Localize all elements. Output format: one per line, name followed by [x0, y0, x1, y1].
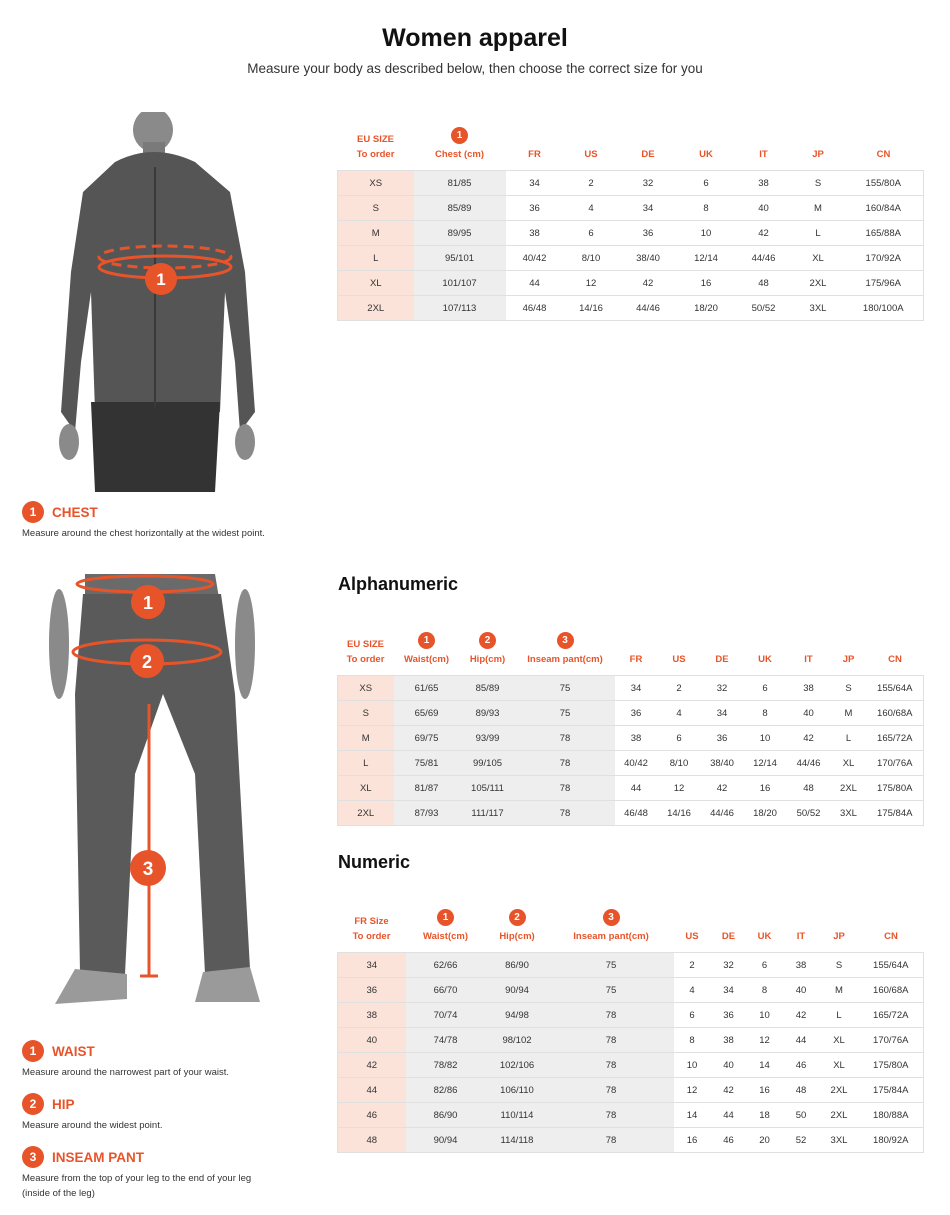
table-cell: 36 — [701, 726, 744, 751]
column-header: CN — [884, 931, 898, 942]
legend-desc: Measure from the top of your leg to the end of your leg — [22, 1173, 252, 1184]
table-cell: 38 — [783, 953, 820, 978]
table-row — [338, 726, 924, 751]
legend-bottom — [22, 1040, 322, 1201]
table-cell: 44/46 — [787, 751, 831, 776]
table-cell: 10 — [744, 726, 787, 751]
table-cell: 160/68A — [867, 701, 924, 726]
column-header: EU SIZE To order — [356, 134, 395, 160]
table-cell: L — [820, 1003, 859, 1028]
pants-illustration — [45, 574, 275, 1019]
column-header: JP — [812, 149, 824, 160]
column-header: IT — [804, 654, 813, 665]
table-cell: 42 — [711, 1078, 747, 1103]
table-cell: XL — [831, 751, 867, 776]
tops-size-table — [337, 113, 924, 321]
table-cell: 44/46 — [735, 246, 793, 271]
table-cell: 10 — [674, 1053, 711, 1078]
table-row — [338, 296, 924, 321]
column-header: CN — [888, 654, 902, 665]
table-row — [338, 701, 924, 726]
table-cell: 12/14 — [678, 246, 735, 271]
table-cell: 95/101 — [414, 246, 506, 271]
table-cell: 94/98 — [486, 1003, 549, 1028]
legend-badge: 1 — [22, 501, 44, 523]
legend-badge: 2 — [22, 1093, 44, 1115]
table-cell: 16 — [678, 271, 735, 296]
table-row — [338, 978, 924, 1003]
table-row — [338, 676, 924, 701]
table-cell: 16 — [744, 776, 787, 801]
size-label-cell: XS — [338, 171, 414, 196]
hip-badge: 2 — [479, 632, 496, 649]
size-label-cell: 46 — [338, 1103, 406, 1128]
table-cell: 8/10 — [658, 751, 701, 776]
size-label-cell: XS — [338, 676, 394, 701]
table-cell: M — [793, 196, 844, 221]
waist-badge: 1 — [437, 909, 454, 926]
size-label-cell: S — [338, 701, 394, 726]
legend-badge: 1 — [22, 1040, 44, 1062]
table-cell: 106/110 — [486, 1078, 549, 1103]
column-header: DE — [721, 931, 736, 942]
legend-title: INSEAM PANT — [52, 1149, 145, 1165]
alphanumeric-title: Alphanumeric — [338, 574, 459, 594]
table-row — [338, 751, 924, 776]
table-cell: 70/74 — [406, 1003, 486, 1028]
table-cell: 69/75 — [394, 726, 460, 751]
table-cell: 89/93 — [460, 701, 516, 726]
table-row — [338, 1053, 924, 1078]
table-cell: 8 — [747, 978, 783, 1003]
table-cell: 16 — [747, 1078, 783, 1103]
table-cell: M — [820, 978, 859, 1003]
size-label-cell: 48 — [338, 1128, 406, 1153]
table-cell: 40 — [711, 1053, 747, 1078]
inseam-badge: 3 — [603, 909, 620, 926]
column-header: FR Size To order — [352, 916, 391, 942]
table-cell: 34 — [711, 978, 747, 1003]
size-label-cell: 42 — [338, 1053, 406, 1078]
table-cell: 81/85 — [414, 171, 506, 196]
table-row — [338, 196, 924, 221]
table-cell: 78 — [549, 1028, 674, 1053]
table-row — [338, 1078, 924, 1103]
table-cell: 38 — [615, 726, 658, 751]
table-cell: 78 — [549, 1053, 674, 1078]
table-row — [338, 801, 924, 826]
table-cell: 40 — [735, 196, 793, 221]
column-header: EU SIZE To order — [346, 639, 385, 665]
table-cell: 42 — [787, 726, 831, 751]
table-cell: 170/92A — [844, 246, 924, 271]
table-cell: 155/64A — [867, 676, 924, 701]
column-header: US — [584, 149, 598, 160]
table-row — [338, 171, 924, 196]
column-header: FR — [528, 149, 541, 160]
size-label-cell: 44 — [338, 1078, 406, 1103]
table-cell: 40 — [783, 978, 820, 1003]
column-header: UK — [699, 149, 713, 160]
legend-title: HIP — [52, 1096, 75, 1112]
size-label-cell: L — [338, 751, 394, 776]
table-cell: 78 — [549, 1078, 674, 1103]
table-cell: 86/90 — [486, 953, 549, 978]
table-cell: 175/84A — [859, 1078, 924, 1103]
table-cell: 6 — [747, 953, 783, 978]
table-cell: 48 — [787, 776, 831, 801]
numeric-table-wrap — [337, 895, 924, 1153]
table-row — [338, 1103, 924, 1128]
table-cell: 44 — [506, 271, 564, 296]
table-cell: 32 — [711, 953, 747, 978]
table-cell: 6 — [564, 221, 619, 246]
table-cell: 87/93 — [394, 801, 460, 826]
table-cell: 93/99 — [460, 726, 516, 751]
table-cell: 12 — [658, 776, 701, 801]
table-row — [338, 271, 924, 296]
column-header: US — [672, 654, 686, 665]
table-cell: 102/106 — [486, 1053, 549, 1078]
size-label-cell: 34 — [338, 953, 406, 978]
legend-desc: Measure around the chest horizontally at the widest point. — [22, 528, 265, 539]
legend-badge: 3 — [22, 1146, 44, 1168]
table-cell: 2 — [658, 676, 701, 701]
table-cell: 36 — [615, 701, 658, 726]
table-cell: 38 — [735, 171, 793, 196]
table-cell: 2XL — [831, 776, 867, 801]
numeric-title: Numeric — [338, 852, 411, 872]
table-cell: 107/113 — [414, 296, 506, 321]
table-cell: 12 — [674, 1078, 711, 1103]
table-cell: 78 — [549, 1103, 674, 1128]
table-cell: 3XL — [831, 801, 867, 826]
table-cell: 44/46 — [619, 296, 678, 321]
table-cell: 74/78 — [406, 1028, 486, 1053]
column-header: JP — [833, 931, 845, 942]
table-cell: M — [831, 701, 867, 726]
table-header-row — [338, 113, 924, 171]
table-cell: 85/89 — [460, 676, 516, 701]
table-cell: 6 — [678, 171, 735, 196]
table-cell: 10 — [747, 1003, 783, 1028]
table-cell: 160/84A — [844, 196, 924, 221]
table-cell: 82/86 — [406, 1078, 486, 1103]
legend-title: WAIST — [52, 1043, 95, 1059]
column-header: 2 Hip(cm) — [486, 895, 549, 953]
table-cell: 20 — [747, 1128, 783, 1153]
table-cell: 180/100A — [844, 296, 924, 321]
table-cell: 52 — [783, 1128, 820, 1153]
table-cell: 75 — [549, 953, 674, 978]
column-header: 2 Hip(cm) — [460, 618, 516, 676]
table-header-row — [338, 895, 924, 953]
page-title: Women apparel — [382, 24, 568, 52]
hip-marker-number: 2 — [141, 652, 153, 672]
table-cell: 3XL — [793, 296, 844, 321]
table-cell: 175/80A — [859, 1053, 924, 1078]
size-label-cell: M — [338, 221, 414, 246]
column-header: 3 Inseam pant(cm) — [516, 618, 615, 676]
table-cell: 50/52 — [787, 801, 831, 826]
alphanumeric-table-wrap — [337, 618, 924, 826]
table-cell: 34 — [615, 676, 658, 701]
table-cell: S — [820, 953, 859, 978]
table-cell: 78 — [516, 726, 615, 751]
jacket-illustration — [55, 112, 295, 492]
table-cell: 18/20 — [744, 801, 787, 826]
table-cell: 18/20 — [678, 296, 735, 321]
table-cell: 2XL — [793, 271, 844, 296]
table-cell: 90/94 — [406, 1128, 486, 1153]
size-label-cell: XL — [338, 776, 394, 801]
table-cell: 38/40 — [619, 246, 678, 271]
table-cell: 114/118 — [486, 1128, 549, 1153]
size-label-cell: 36 — [338, 978, 406, 1003]
table-cell: 78 — [516, 801, 615, 826]
table-cell: S — [831, 676, 867, 701]
table-cell: 81/87 — [394, 776, 460, 801]
table-cell: 14/16 — [658, 801, 701, 826]
table-row — [338, 953, 924, 978]
legend-item-chest — [22, 501, 322, 523]
legend-item-hip — [22, 1093, 322, 1133]
table-cell: 38 — [787, 676, 831, 701]
table-cell: 78 — [549, 1128, 674, 1153]
table-cell: 75 — [516, 676, 615, 701]
numeric-size-table — [337, 895, 924, 1153]
table-cell: 2XL — [820, 1103, 859, 1128]
table-row — [338, 221, 924, 246]
table-cell: 65/69 — [394, 701, 460, 726]
table-cell: 6 — [744, 676, 787, 701]
page-subtitle: Measure your body as described below, then choose the correct size for you — [247, 61, 703, 76]
table-cell: 170/76A — [859, 1028, 924, 1053]
table-cell: 34 — [506, 171, 564, 196]
table-cell: 75 — [549, 978, 674, 1003]
legend-desc: Measure around the widest point. — [22, 1120, 163, 1131]
table-cell: 86/90 — [406, 1103, 486, 1128]
tops-table-wrap — [337, 113, 924, 321]
legend-item-inseam — [22, 1146, 322, 1201]
table-cell: XL — [793, 246, 844, 271]
table-cell: 3XL — [820, 1128, 859, 1153]
table-cell: 160/68A — [859, 978, 924, 1003]
table-cell: 32 — [701, 676, 744, 701]
table-cell: 44 — [711, 1103, 747, 1128]
column-header: JP — [842, 654, 855, 665]
table-cell: 14/16 — [564, 296, 619, 321]
table-cell: 61/65 — [394, 676, 460, 701]
table-cell: 78 — [516, 751, 615, 776]
table-cell: 155/80A — [844, 171, 924, 196]
size-label-cell: XL — [338, 271, 414, 296]
inseam-marker-number: 3 — [142, 859, 154, 880]
table-cell: 175/96A — [844, 271, 924, 296]
table-cell: 78/82 — [406, 1053, 486, 1078]
table-cell: 62/66 — [406, 953, 486, 978]
table-cell: 6 — [658, 726, 701, 751]
table-cell: 10 — [678, 221, 735, 246]
hip-badge: 2 — [509, 909, 526, 926]
table-cell: 75/81 — [394, 751, 460, 776]
table-cell: 42 — [701, 776, 744, 801]
pants-photo — [45, 574, 275, 1019]
table-cell: 36 — [506, 196, 564, 221]
legend-title: CHEST — [52, 504, 98, 520]
table-row — [338, 246, 924, 271]
size-label-cell: 2XL — [338, 801, 394, 826]
table-cell: 50 — [783, 1103, 820, 1128]
table-cell: 180/88A — [859, 1103, 924, 1128]
table-row — [338, 776, 924, 801]
table-cell: 66/70 — [406, 978, 486, 1003]
legend-desc: Measure around the narrowest part of your waist. — [22, 1067, 229, 1078]
column-header: DE — [641, 149, 655, 160]
table-cell: 48 — [735, 271, 793, 296]
table-cell: 12/14 — [744, 751, 787, 776]
table-cell: 175/84A — [867, 801, 924, 826]
table-cell: 99/105 — [460, 751, 516, 776]
table-cell: 78 — [516, 776, 615, 801]
column-header: IT — [796, 931, 806, 942]
table-cell: 85/89 — [414, 196, 506, 221]
size-label-cell: S — [338, 196, 414, 221]
table-cell: 2 — [564, 171, 619, 196]
column-header: UK — [757, 931, 772, 942]
column-header: IT — [759, 149, 768, 160]
column-header: DE — [715, 654, 729, 665]
table-cell: 34 — [619, 196, 678, 221]
column-header: CN — [876, 149, 891, 160]
table-cell: 38 — [711, 1028, 747, 1053]
size-label-cell: 40 — [338, 1028, 406, 1053]
table-cell: 180/92A — [859, 1128, 924, 1153]
table-cell: 48 — [783, 1078, 820, 1103]
table-cell: 32 — [619, 171, 678, 196]
table-cell: 155/64A — [859, 953, 924, 978]
table-cell: 12 — [747, 1028, 783, 1053]
table-cell: 170/76A — [867, 751, 924, 776]
table-cell: 8/10 — [564, 246, 619, 271]
legend-top — [22, 501, 322, 541]
table-cell: 44/46 — [701, 801, 744, 826]
table-cell: 36 — [711, 1003, 747, 1028]
table-cell: 12 — [564, 271, 619, 296]
table-cell: 8 — [674, 1028, 711, 1053]
table-cell: 18 — [747, 1103, 783, 1128]
table-cell: 175/80A — [867, 776, 924, 801]
table-cell: 44 — [783, 1028, 820, 1053]
table-cell: 40/42 — [506, 246, 564, 271]
table-cell: 105/111 — [460, 776, 516, 801]
table-cell: 111/117 — [460, 801, 516, 826]
table-cell: 36 — [619, 221, 678, 246]
table-cell: XL — [820, 1028, 859, 1053]
table-cell: 78 — [549, 1003, 674, 1028]
table-cell: 46/48 — [506, 296, 564, 321]
size-label-cell: 2XL — [338, 296, 414, 321]
table-cell: 4 — [564, 196, 619, 221]
table-cell: 75 — [516, 701, 615, 726]
alphanumeric-size-table — [337, 618, 924, 826]
jacket-photo — [55, 112, 295, 492]
table-cell: XL — [820, 1053, 859, 1078]
waist-badge: 1 — [418, 632, 435, 649]
column-header: 1 Waist(cm) — [406, 895, 486, 953]
table-cell: 46 — [711, 1128, 747, 1153]
table-cell: L — [793, 221, 844, 246]
table-cell: 38/40 — [701, 751, 744, 776]
chest-badge: 1 — [451, 127, 468, 144]
table-cell: 90/94 — [486, 978, 549, 1003]
inseam-badge: 3 — [557, 632, 574, 649]
table-cell: 110/114 — [486, 1103, 549, 1128]
legend-item-waist — [22, 1040, 322, 1080]
column-header: 1 Chest (cm) — [414, 113, 506, 171]
table-cell: 165/72A — [867, 726, 924, 751]
table-cell: 2 — [674, 953, 711, 978]
table-cell: 4 — [674, 978, 711, 1003]
column-header: UK — [758, 654, 772, 665]
table-cell: 46 — [783, 1053, 820, 1078]
table-cell: 50/52 — [735, 296, 793, 321]
column-header: 1 Waist(cm) — [394, 618, 460, 676]
table-cell: L — [831, 726, 867, 751]
table-cell: 98/102 — [486, 1028, 549, 1053]
table-cell: 34 — [701, 701, 744, 726]
column-header: 3 Inseam pant(cm) — [549, 895, 674, 953]
table-cell: 14 — [747, 1053, 783, 1078]
table-cell: 14 — [674, 1103, 711, 1128]
legend-desc: (inside of the leg) — [22, 1188, 95, 1199]
table-cell: 8 — [744, 701, 787, 726]
table-row — [338, 1003, 924, 1028]
column-header: FR — [629, 654, 643, 665]
table-cell: 40/42 — [615, 751, 658, 776]
table-cell: 8 — [678, 196, 735, 221]
table-cell: 38 — [506, 221, 564, 246]
table-cell: 46/48 — [615, 801, 658, 826]
table-cell: 44 — [615, 776, 658, 801]
table-cell: 165/72A — [859, 1003, 924, 1028]
column-header: US — [685, 931, 699, 942]
table-cell: S — [793, 171, 844, 196]
table-cell: 89/95 — [414, 221, 506, 246]
waist-marker-number: 1 — [142, 593, 154, 613]
table-cell: 101/107 — [414, 271, 506, 296]
table-cell: 4 — [658, 701, 701, 726]
table-cell: 16 — [674, 1128, 711, 1153]
table-cell: 40 — [787, 701, 831, 726]
chest-marker-number: 1 — [156, 270, 166, 289]
table-cell: 42 — [783, 1003, 820, 1028]
table-row — [338, 1128, 924, 1153]
table-cell: 2XL — [820, 1078, 859, 1103]
size-label-cell: M — [338, 726, 394, 751]
table-row — [338, 1028, 924, 1053]
size-label-cell: 38 — [338, 1003, 406, 1028]
size-label-cell: L — [338, 246, 414, 271]
table-cell: 165/88A — [844, 221, 924, 246]
table-cell: 42 — [735, 221, 793, 246]
table-cell: 42 — [619, 271, 678, 296]
table-header-row — [338, 618, 924, 676]
table-cell: 6 — [674, 1003, 711, 1028]
